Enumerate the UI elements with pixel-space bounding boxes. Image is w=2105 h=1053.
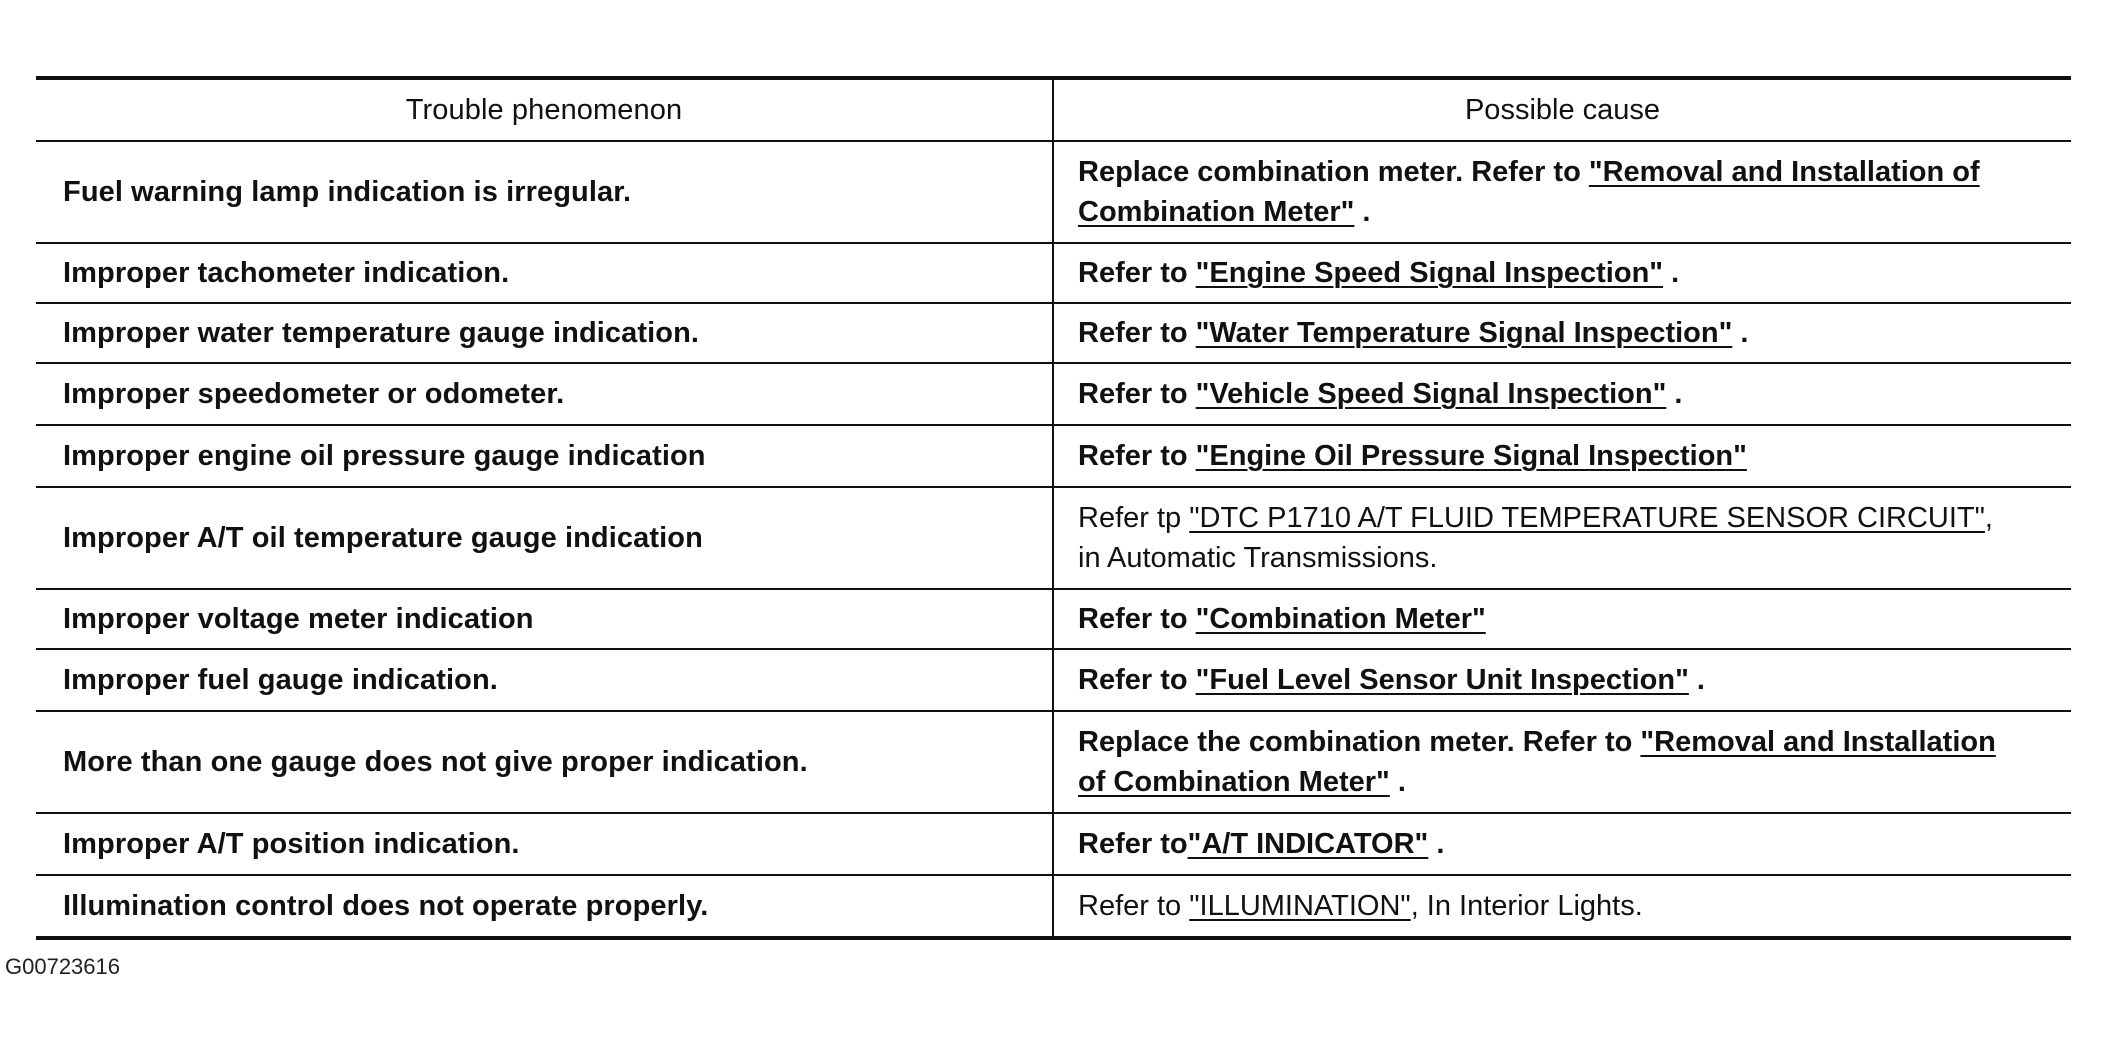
trouble-phenomenon-cell: More than one gauge does not give proper indication. xyxy=(36,712,1054,812)
cause-text: Refer to xyxy=(1078,603,1196,635)
cause-text: Refer to xyxy=(1078,317,1196,349)
possible-cause-cell xyxy=(1054,304,2071,362)
cause-link[interactable]: "ILLUMINATION" xyxy=(1189,890,1411,922)
table-row xyxy=(36,876,2071,936)
cause-suffix: . xyxy=(1688,664,1705,696)
table-row xyxy=(36,142,2071,244)
possible-cause-cell xyxy=(1054,876,2071,936)
possible-cause-cell xyxy=(1054,244,2071,302)
table-row xyxy=(36,426,2071,488)
cause-link[interactable]: "Vehicle Speed Signal Inspection" xyxy=(1195,378,1667,410)
possible-cause-cell xyxy=(1054,650,2071,710)
cause-text: Refer tp xyxy=(1078,502,1190,534)
possible-cause-cell xyxy=(1054,142,2071,242)
header-possible-cause: Possible cause xyxy=(1464,94,1661,126)
cause-suffix: , in Automatic Transmissions. xyxy=(1078,502,1993,574)
cause-link[interactable]: "Combination Meter" xyxy=(1195,603,1486,635)
cause-link[interactable]: "DTC P1710 A/T FLUID TEMPERATURE SENSOR CIRCUIT" xyxy=(1189,502,1985,534)
table-row xyxy=(36,488,2071,590)
trouble-phenomenon-cell: Illumination control does not operate properly. xyxy=(36,876,1054,936)
cause-text: Refer to xyxy=(1078,828,1188,860)
cause-text: Refer to xyxy=(1078,664,1196,696)
cause-text: Replace combination meter. Refer to xyxy=(1078,156,1589,188)
cause-text: Refer to xyxy=(1078,378,1196,410)
trouble-phenomenon-cell: Improper fuel gauge indication. xyxy=(36,650,1054,710)
table-header-row xyxy=(36,80,2071,142)
figure-id-caption: G00723616 xyxy=(5,954,120,979)
cause-link[interactable]: "Removal and Installation of Combination Meter" xyxy=(1078,726,1996,798)
trouble-phenomenon-cell: Improper tachometer indication. xyxy=(36,244,1054,302)
cause-suffix: . xyxy=(1732,317,1749,349)
trouble-diagnosis-table xyxy=(36,76,2071,940)
trouble-phenomenon-cell: Improper engine oil pressure gauge indication xyxy=(36,426,1054,486)
header-trouble-phenomenon: Trouble phenomenon xyxy=(36,80,1054,140)
cause-text: Refer to xyxy=(1078,890,1190,922)
table-row xyxy=(36,304,2071,364)
cause-link[interactable]: "Engine Oil Pressure Signal Inspection" xyxy=(1195,440,1747,472)
possible-cause-cell xyxy=(1054,364,2071,424)
trouble-phenomenon-cell: Fuel warning lamp indication is irregular. xyxy=(36,142,1054,242)
table-row xyxy=(36,590,2071,650)
cause-link[interactable]: "Engine Speed Signal Inspection" xyxy=(1195,257,1664,289)
cause-link[interactable]: "Water Temperature Signal Inspection" xyxy=(1195,317,1733,349)
trouble-phenomenon-cell: Improper A/T oil temperature gauge indication xyxy=(36,488,1054,588)
cause-text: Refer to xyxy=(1078,257,1196,289)
trouble-phenomenon-cell: Improper water temperature gauge indication. xyxy=(36,304,1054,362)
trouble-phenomenon-cell: Improper A/T position indication. xyxy=(36,814,1054,874)
cause-link[interactable]: "Fuel Level Sensor Unit Inspection" xyxy=(1195,664,1689,696)
possible-cause-cell xyxy=(1054,488,2071,588)
trouble-phenomenon-cell: Improper voltage meter indication xyxy=(36,590,1054,648)
table-row xyxy=(36,712,2071,814)
table-row xyxy=(36,364,2071,426)
cause-suffix: . xyxy=(1354,196,1371,228)
cause-suffix: . xyxy=(1389,766,1406,798)
table-row xyxy=(36,814,2071,876)
possible-cause-cell xyxy=(1054,814,2071,874)
cause-suffix: . xyxy=(1663,257,1680,289)
cause-link[interactable]: "A/T INDICATOR" xyxy=(1187,828,1429,860)
possible-cause-cell xyxy=(1054,590,2071,648)
trouble-phenomenon-cell: Improper speedometer or odometer. xyxy=(36,364,1054,424)
cause-text: Refer to xyxy=(1078,440,1196,472)
cause-suffix: , In Interior Lights. xyxy=(1410,890,1643,922)
cause-suffix: . xyxy=(1666,378,1683,410)
cause-text: Replace the combination meter. Refer to xyxy=(1078,726,1641,758)
possible-cause-cell xyxy=(1054,712,2071,812)
cause-link[interactable]: "Removal and Installation of Combination Meter" xyxy=(1078,156,1980,228)
possible-cause-cell xyxy=(1054,426,2071,486)
table-row xyxy=(36,650,2071,712)
cause-suffix: . xyxy=(1428,828,1445,860)
table-row xyxy=(36,244,2071,304)
